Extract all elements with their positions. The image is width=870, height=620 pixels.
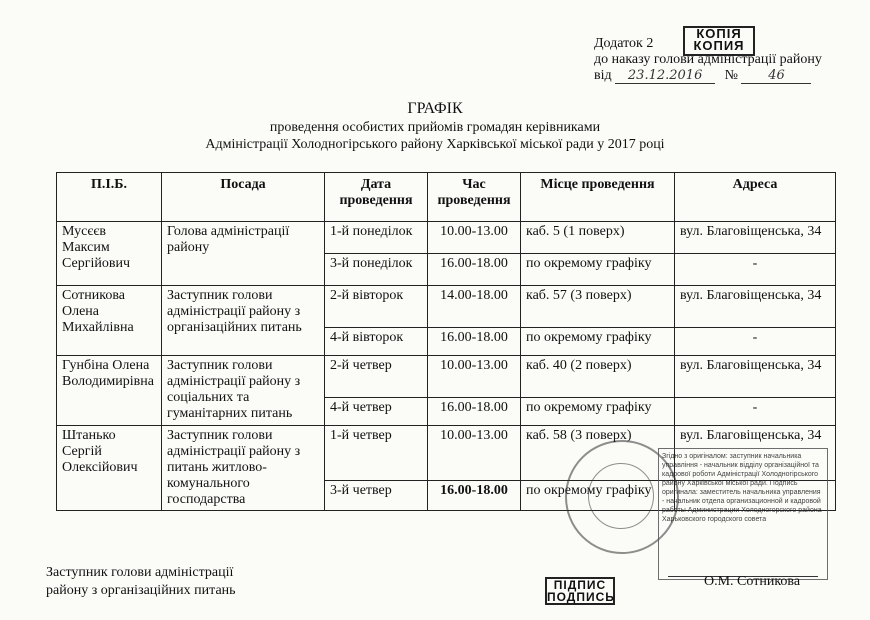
reception-time: 16.00-18.00 (428, 254, 521, 286)
reception-place: каб. 57 (3 поверх) (521, 286, 675, 328)
signature-stamp-line2: ПОДПИСЬ (547, 590, 615, 604)
reception-time: 16.00-18.00 (428, 398, 521, 426)
copy-stamp-line1: КОПІЯ (696, 26, 742, 41)
header-date: Дата проведення (325, 173, 428, 222)
person-position: Заступник голови адміністрації району з питань житлово-комунального господарства (162, 426, 325, 511)
reception-date: 3-й четвер (325, 481, 428, 511)
person-name: Сотникова Олена Михайлівна (57, 286, 162, 356)
reception-time: 10.00-13.00 (428, 356, 521, 398)
table-header-row (57, 173, 836, 222)
reception-place: по окремому графіку (521, 328, 675, 356)
reception-date: 1-й понеділок (325, 222, 428, 254)
signer-title (46, 564, 236, 600)
document-subtitle-2: Адміністрації Холодногірського району Харківської міської ради у 2017 році (205, 137, 665, 152)
header-name: П.І.Б. (57, 173, 162, 222)
document-title: ГРАФІК (407, 100, 463, 117)
reception-address: - (675, 328, 836, 356)
table-row (57, 222, 836, 254)
reception-date: 2-й вівторок (325, 286, 428, 328)
reception-address: вул. Благовіщенська, 34 (675, 356, 836, 398)
header-position: Посада (162, 173, 325, 222)
reception-date: 3-й понеділок (325, 254, 428, 286)
order-reference: до наказу голови адміністрації району (594, 52, 822, 67)
order-date-line (594, 68, 828, 86)
reception-time: 10.00-13.00 (428, 222, 521, 254)
signer-title-line2: району з організаційних питань (46, 583, 236, 598)
person-name: Штанько Сергій Олексійович (57, 426, 162, 511)
document-subtitle-1: проведення особистих прийомів громадян керівниками (269, 120, 601, 135)
copy-stamp-line2: КОПИЯ (693, 38, 745, 53)
reception-time: 16.00-18.00 (428, 328, 521, 356)
from-label: від (594, 68, 612, 83)
order-number: 46 (741, 68, 811, 84)
order-date: 23.12.2016 (615, 68, 715, 84)
reception-place: каб. 40 (2 поверх) (521, 356, 675, 398)
certification-stamp (658, 448, 828, 580)
appendix-label: Додаток 2 (594, 36, 654, 51)
reception-place: по окремому графіку (521, 398, 675, 426)
reception-place: по окремому графіку (521, 254, 675, 286)
person-position: Голова адміністрації району (162, 222, 325, 286)
reception-date: 4-й вівторок (325, 328, 428, 356)
official-seal-inner-icon (588, 463, 654, 529)
header-address: Адреса (675, 173, 836, 222)
number-label: № (724, 68, 738, 83)
reception-place: каб. 58 (3 поверх) (521, 426, 675, 481)
person-name: Гунбіна Олена Володимирівна (57, 356, 162, 426)
reception-date: 2-й четвер (325, 356, 428, 398)
reception-time: 16.00-18.00 (428, 481, 521, 511)
reception-time: 10.00-13.00 (428, 426, 521, 481)
reception-time: 14.00-18.00 (428, 286, 521, 328)
signer-title-line1: Заступник голови адміністрації (46, 565, 234, 580)
header-time: Час проведення (428, 173, 521, 222)
signature-stamp-line1: ПІДПИС (553, 578, 607, 592)
certification-text: Згідно з оригіналом: заступник начальника управління - начальник відділу організаційної та кадрової роботи Адміністрації Холодногірського району Харківської міської ради. Подпись оригинала: заместитель начальника управления - начальник отдела организационной и кадровой работы Администрации Холодногорского района Харьковского городского совета (662, 453, 822, 523)
person-position: Заступник голови адміністрації району з організаційних питань (162, 286, 325, 356)
reception-address: - (675, 398, 836, 426)
person-position: Заступник голови адміністрації району з соціальних та гуманітарних питань (162, 356, 325, 426)
reception-address: вул. Благовіщенська, 34 (675, 286, 836, 328)
table-row (57, 286, 836, 328)
reception-address: - (675, 254, 836, 286)
person-name: Мусєєв Максим Сергійович (57, 222, 162, 286)
reception-place: каб. 5 (1 поверх) (521, 222, 675, 254)
reception-date: 4-й четвер (325, 398, 428, 426)
signer-name: О.М. Сотникова (704, 574, 801, 589)
reception-date: 1-й четвер (325, 426, 428, 481)
reception-place: по окремому графіку (521, 481, 675, 511)
header-place: Місце проведення (521, 173, 675, 222)
signature-stamp (545, 577, 615, 605)
table-row (57, 356, 836, 398)
reception-address: вул. Благовіщенська, 34 (675, 222, 836, 254)
reception-address: вул. Благовіщенська, 34 (675, 426, 836, 481)
